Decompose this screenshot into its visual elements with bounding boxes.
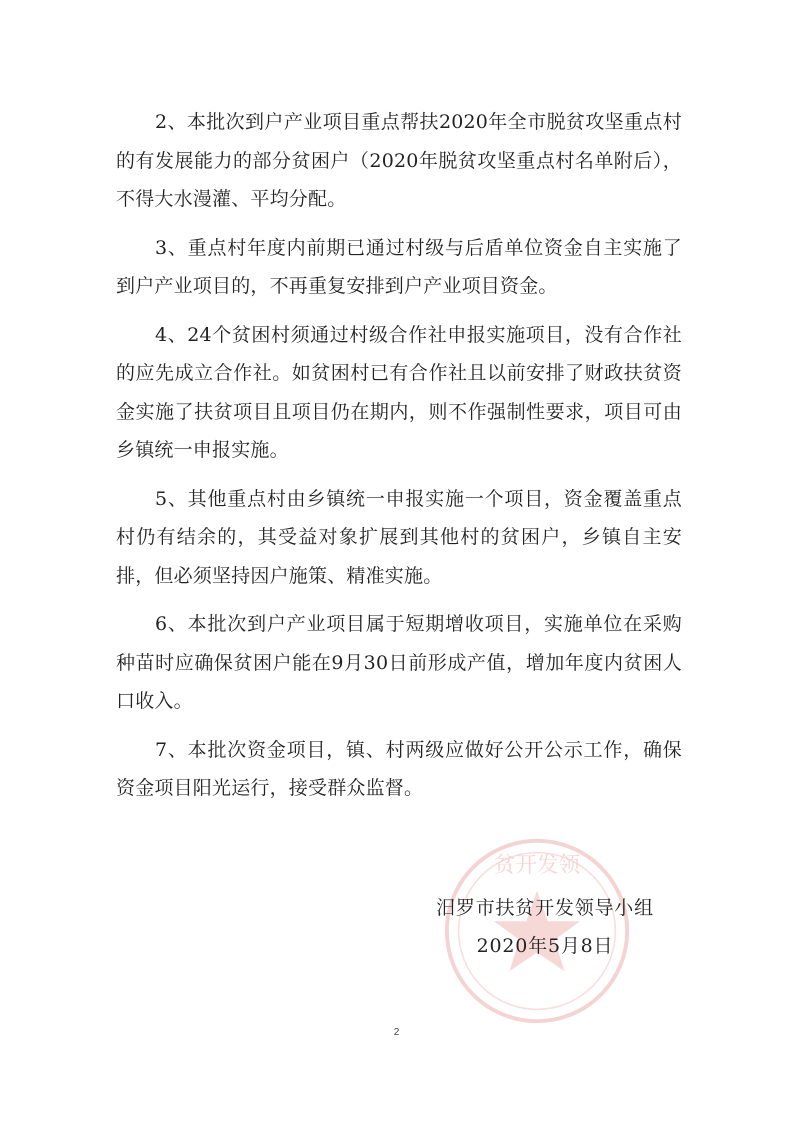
document-body [116,103,682,818]
paragraph-item-5: 5、其他重点村由乡镇统一申报实施一个项目，资金覆盖重点村仍有结余的，其受益对象扩展到其他村的贫困户，乡镇自主安排，但必须坚持因户施策、精准实施。 [116,487,682,587]
paragraph-item-7: 7、本批次资金项目，镇、村两级应做好公开公示工作，确保资金项目阳光运行，接受群众监督。 [116,738,682,799]
signature-date: 2020年5月8日 [476,935,614,957]
signature-organization: 汨罗市扶贫开发领导小组 [436,897,654,919]
signature-block [430,889,660,965]
paragraph-item-2: 2、本批次到户产业项目重点帮扶2020年全市脱贫攻坚重点村的有发展能力的部分贫困户（2020年脱贫攻坚重点村名单附后），不得大水漫灌、平均分配。 [116,111,682,210]
paragraph-item-6: 6、本批次到户产业项目属于短期增收项目，实施单位在采购种苗时应确保贫困户能在9月30日前形成产值，增加年度内贫困人口收入。 [116,613,682,712]
paragraph-item-4: 4、24个贫困村须通过村级合作社申报实施项目，没有合作社的应先成立合作社。如贫困村已有合作社且以前安排了财政扶贫资金实施了扶贫项目且项目仍在期内，则不作强制性要求，项目可由乡镇统一申报实施。 [116,323,682,461]
svg-text:贫开发领: 贫开发领 [493,853,581,879]
page-number: 2 [393,1027,400,1038]
paragraph-item-3: 3、重点村年度内前期已通过村级与后盾单位资金自主实施了到户产业项目的，不再重复安排到户产业项目资金。 [116,236,682,297]
